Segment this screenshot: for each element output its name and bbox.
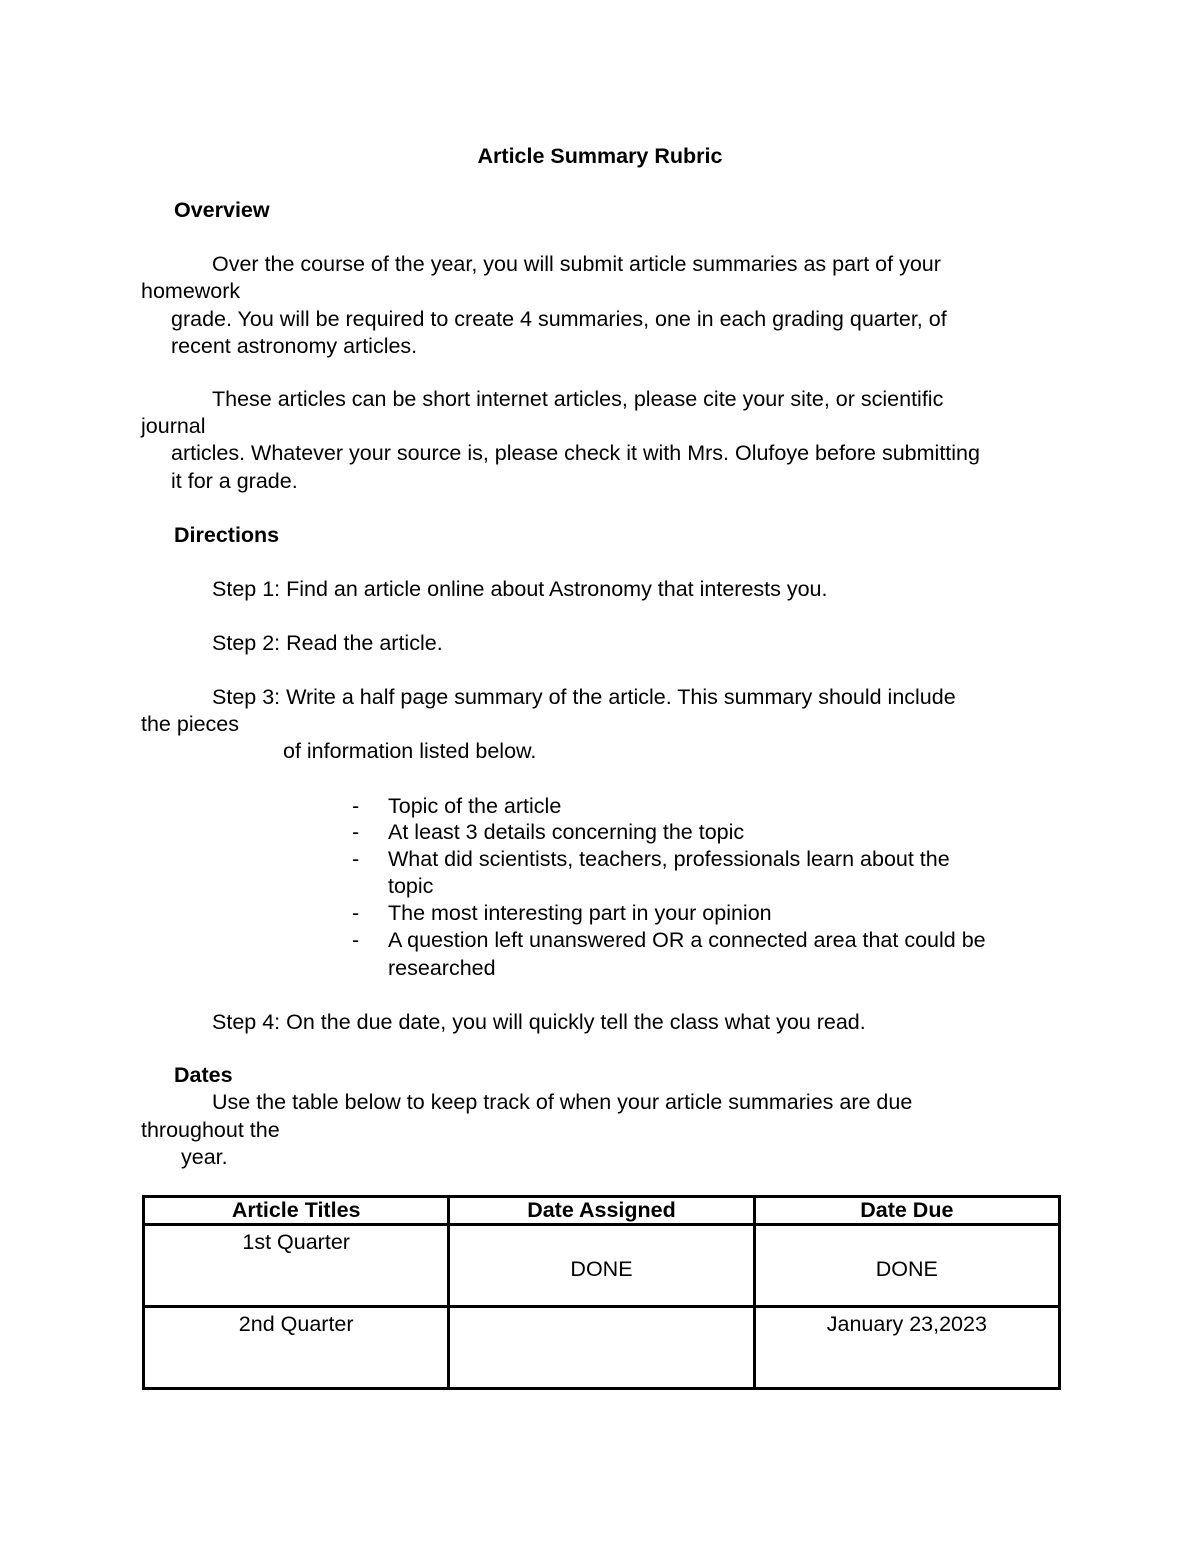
table-cell — [449, 1225, 754, 1307]
table-row — [144, 1307, 1060, 1389]
overview-heading: Overview — [174, 198, 270, 222]
bullet-text: What did scientists, teachers, professionals learn about the — [388, 847, 950, 871]
dates-intro-line1: Use the table below to keep track of when your article summaries are due — [212, 1090, 913, 1114]
dash-marker: - — [352, 928, 360, 952]
overview-para2-line4: it for a grade. — [171, 469, 298, 493]
table-cell — [754, 1225, 1059, 1307]
due-dates-table — [142, 1195, 1061, 1390]
column-header-date-due: Date Due — [754, 1197, 1059, 1225]
cell-text: 1st Quarter — [242, 1230, 350, 1254]
overview-para2-line2: journal — [141, 414, 206, 438]
step3-line1: Step 3: Write a half page summary of the article. This summary should include — [212, 685, 956, 709]
dates-heading: Dates — [174, 1063, 233, 1087]
step4-text: Step 4: On the due date, you will quickly tell the class what you read. — [212, 1010, 866, 1034]
overview-para2-line1: These articles can be short internet articles, please cite your site, or scientific — [212, 387, 944, 411]
dates-intro-line3: year. — [181, 1145, 228, 1169]
column-header-date-assigned: Date Assigned — [449, 1197, 754, 1225]
dash-marker: - — [352, 794, 360, 818]
overview-para2-line3: articles. Whatever your source is, please check it with Mrs. Olufoye before submitting — [171, 441, 980, 465]
overview-para1-line2: homework — [141, 279, 241, 303]
bullet-text-continued: researched — [388, 956, 496, 980]
bullet-text: At least 3 details concerning the topic — [388, 820, 745, 844]
directions-heading: Directions — [174, 523, 280, 547]
table-cell — [449, 1307, 754, 1389]
table-row — [144, 1225, 1060, 1307]
overview-para1-line3: grade. You will be required to create 4 summaries, one in each grading quarter, of — [171, 307, 947, 331]
cell-text: DONE — [875, 1257, 938, 1281]
cell-text: January 23,2023 — [826, 1312, 987, 1336]
step2-text: Step 2: Read the article. — [212, 631, 443, 655]
table-cell — [754, 1307, 1059, 1389]
step3-line2: the pieces — [141, 712, 240, 736]
column-header-article-titles: Article Titles — [144, 1197, 449, 1225]
overview-para1-line4: recent astronomy articles. — [171, 334, 418, 358]
bullet-text: The most interesting part in your opinion — [388, 901, 772, 925]
bullet-text: Topic of the article — [388, 794, 562, 818]
dash-marker: - — [352, 847, 360, 871]
cell-text: DONE — [570, 1257, 633, 1281]
table-header-row — [144, 1197, 1060, 1225]
bullet-text-continued: topic — [388, 874, 434, 898]
step3-line3: of information listed below. — [283, 739, 537, 763]
step1-text: Step 1: Find an article online about Astronomy that interests you. — [212, 577, 828, 601]
cell-text: 2nd Quarter — [238, 1312, 354, 1336]
dates-intro-line2: throughout the — [141, 1118, 280, 1142]
cell-text — [450, 1308, 752, 1310]
dash-marker: - — [352, 820, 360, 844]
dash-marker: - — [352, 901, 360, 925]
document-title: Article Summary Rubric — [477, 144, 723, 168]
bullet-text: A question left unanswered OR a connected area that could be — [388, 928, 986, 952]
overview-para1-line1: Over the course of the year, you will submit article summaries as part of your — [212, 252, 941, 276]
table-cell — [144, 1225, 449, 1307]
table-cell — [144, 1307, 449, 1389]
